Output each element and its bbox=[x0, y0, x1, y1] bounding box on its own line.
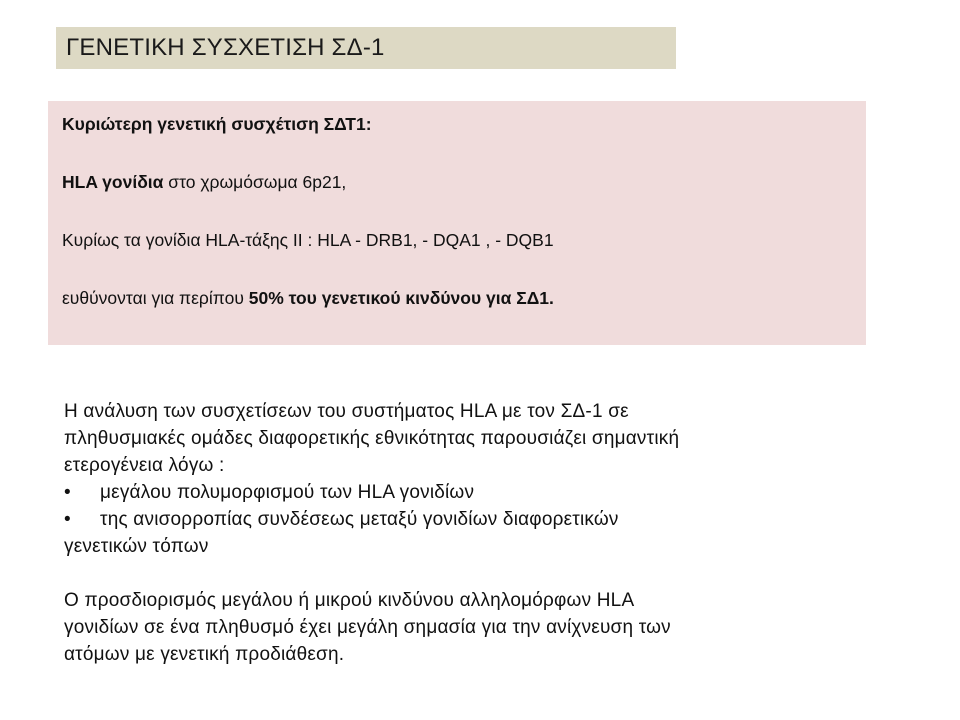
bullet-text: της ανισορροπίας συνδέσεως μεταξύ γονιδίων διαφορετικών bbox=[100, 509, 619, 530]
para2-line: Ο προσδιορισμός μεγάλου ή μικρού κινδύνου αλληλομόρφων HLA bbox=[64, 590, 635, 611]
highlight-box bbox=[48, 101, 866, 345]
para2-line: ατόμων με γενετική προδιάθεση. bbox=[64, 644, 345, 665]
bullet-continuation: γενετικών τόπων bbox=[64, 536, 209, 557]
bullet-icon: • bbox=[64, 482, 71, 503]
para1-line: πληθυσμιακές ομάδες διαφορετικής εθνικότητας παρουσιάζει σημαντική bbox=[64, 428, 680, 449]
bullet-item bbox=[64, 506, 894, 533]
slide-title: ΓΕΝΕΤΙΚΗ ΣΥΣΧΕΤΙΣΗ ΣΔ-1 bbox=[66, 34, 385, 61]
box-line-class-ii: Κυρίως τα γονίδια HLA-τάξης ΙΙ : HLA - DRB1, - DQA1 , - DQB1 bbox=[62, 230, 554, 250]
slide-title-box bbox=[56, 27, 676, 69]
bullet-item bbox=[64, 479, 894, 506]
para1-line: Η ανάλυση των συσχετίσεων του συστήματος HLA με τον ΣΔ-1 σε bbox=[64, 401, 629, 422]
para1-line: ετερογένεια λόγω : bbox=[64, 455, 225, 476]
box-line2-bold: HLA γονίδια bbox=[62, 172, 164, 192]
box-heading: Κυριώτερη γενετική συσχέτιση ΣΔΤ1: bbox=[62, 114, 372, 134]
box-line4-pre: ευθύνονται για περίπου bbox=[62, 288, 249, 308]
body-text bbox=[64, 398, 894, 668]
bullet-text: μεγάλου πολυμορφισμού των HLA γονιδίων bbox=[100, 482, 475, 503]
bullet-icon: • bbox=[64, 509, 71, 530]
box-line4-bold: 50% του γενετικού κινδύνου για ΣΔ1. bbox=[248, 288, 554, 308]
box-line2-rest: στο χρωμόσωμα 6p21, bbox=[163, 172, 347, 192]
box-line-risk bbox=[62, 287, 554, 309]
box-line-hla-genes bbox=[62, 171, 346, 193]
para2-line: γονιδίων σε ένα πληθυσμό έχει μεγάλη σημασία για την ανίχνευση των bbox=[64, 617, 671, 638]
paragraph-gap bbox=[64, 560, 894, 587]
